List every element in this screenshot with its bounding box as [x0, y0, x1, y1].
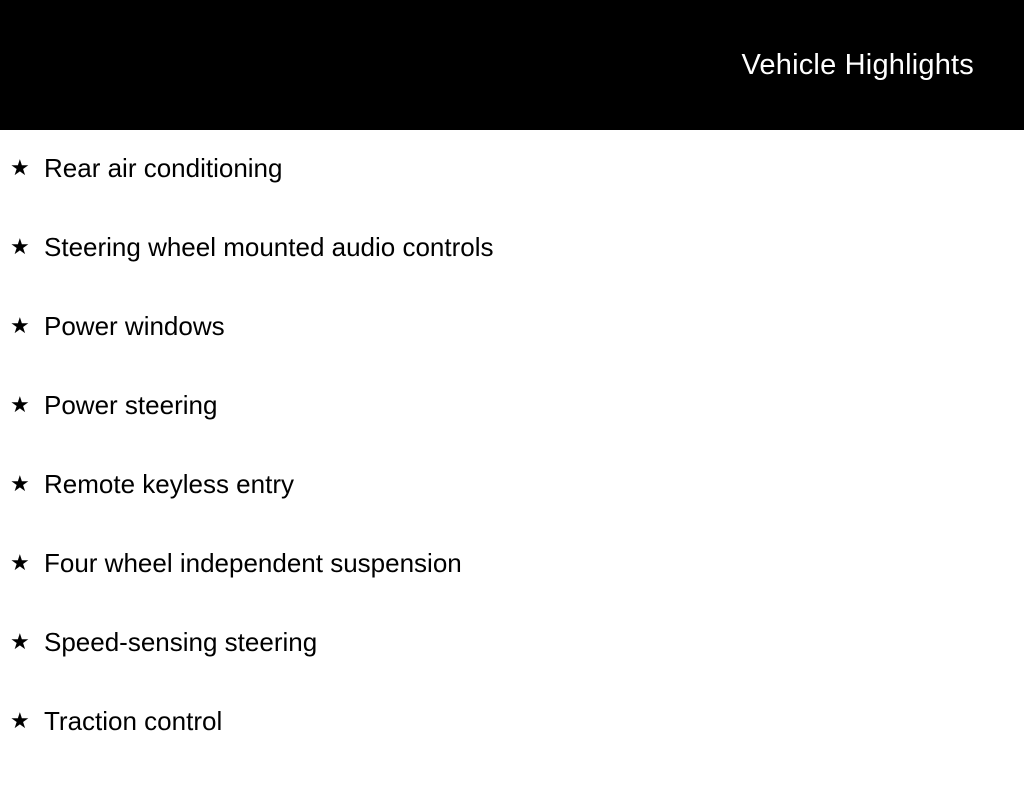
- star-icon: ★: [10, 313, 30, 338]
- page-title: Vehicle Highlights: [741, 48, 974, 81]
- list-item-label: Traction control: [44, 706, 223, 736]
- list-item-label: Rear air conditioning: [44, 153, 283, 183]
- star-icon: ★: [10, 708, 30, 733]
- list-item: [0, 391, 1024, 470]
- highlights-list: [0, 130, 1024, 786]
- list-item: [0, 154, 1024, 233]
- list-item: [0, 312, 1024, 391]
- list-item-label: Four wheel independent suspension: [44, 548, 462, 578]
- list-item: [0, 233, 1024, 312]
- list-item-label: Power windows: [44, 311, 225, 341]
- list-item-label: Remote keyless entry: [44, 469, 294, 499]
- list-item-label: Power steering: [44, 390, 218, 420]
- list-item: [0, 707, 1024, 786]
- header-bar: [0, 0, 1024, 130]
- star-icon: ★: [10, 629, 30, 654]
- star-icon: ★: [10, 155, 30, 180]
- list-item-label: Speed-sensing steering: [44, 627, 318, 657]
- list-item: [0, 470, 1024, 549]
- star-icon: ★: [10, 550, 30, 575]
- star-icon: ★: [10, 471, 30, 496]
- star-icon: ★: [10, 392, 30, 417]
- list-item: [0, 628, 1024, 707]
- list-item: [0, 549, 1024, 628]
- list-item-label: Steering wheel mounted audio controls: [44, 232, 494, 262]
- star-icon: ★: [10, 234, 30, 259]
